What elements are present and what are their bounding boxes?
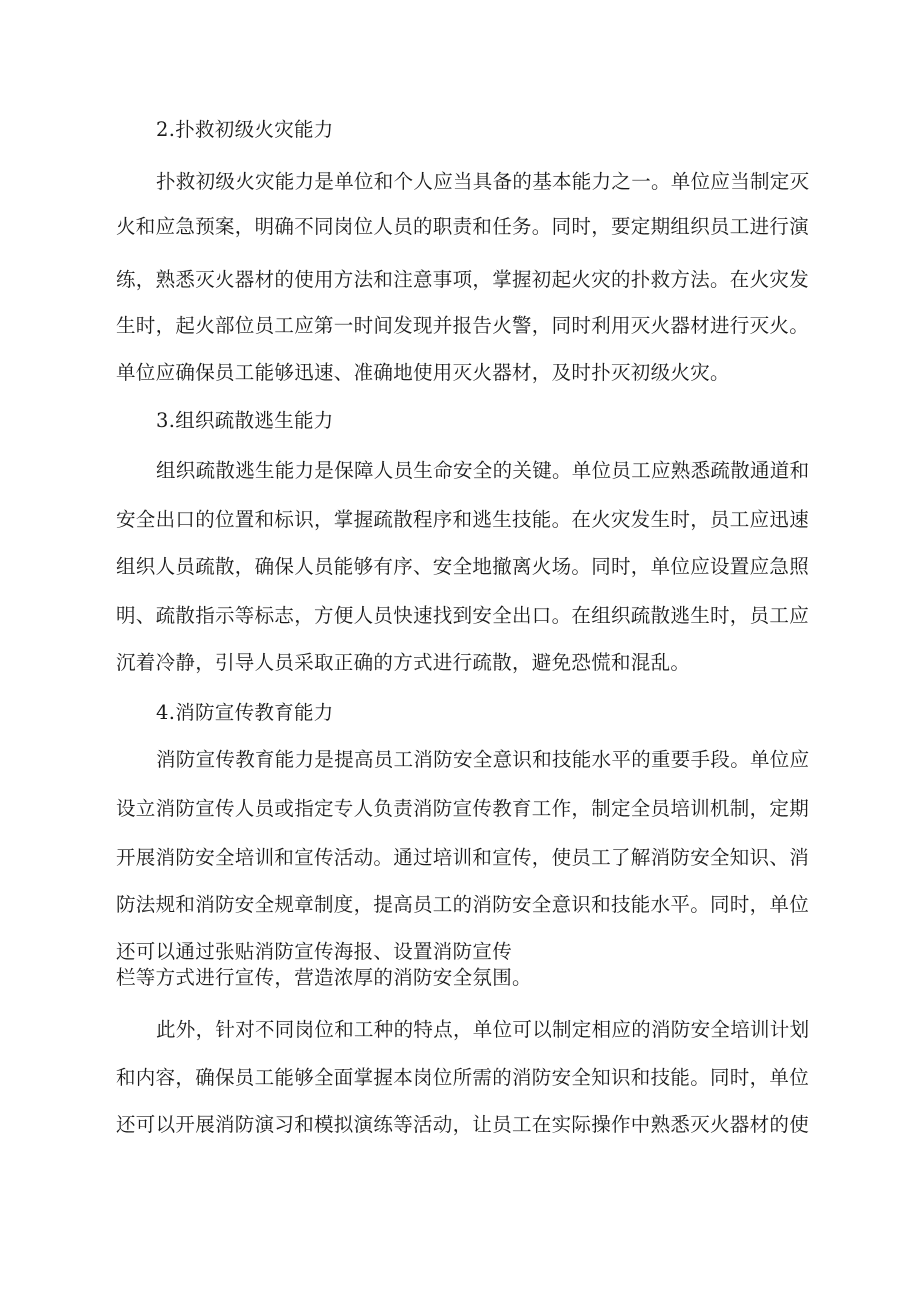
paragraph-line: 生时，起火部位员工应第一时间发现并报告火警，同时利用灭火器材进行灭火。 bbox=[116, 314, 810, 337]
paragraph-line: 还可以开展消防演习和模拟演练等活动，让员工在实际操作中熟悉灭火器材的使 bbox=[116, 1113, 810, 1136]
paragraph-line: 扑救初级火灾能力是单位和个人应当具备的基本能力之一。单位应当制定灭 bbox=[156, 170, 810, 193]
paragraph-line: 栏等方式进行宣传，营造浓厚的消防安全氛围。 bbox=[116, 966, 532, 989]
paragraph-line: 开展消防安全培训和宣传活动。通过培训和宣传，使员工了解消防安全知识、消 bbox=[116, 846, 810, 869]
paragraph-line: 组织人员疏散，确保人员能够有序、安全地撤离火场。同时，单位应设置应急照 bbox=[116, 555, 810, 578]
paragraph-line: 安全出口的位置和标识，掌握疏散程序和逃生技能。在火灾发生时，员工应迅速 bbox=[116, 508, 810, 531]
paragraph-line: 防法规和消防安全规章制度，提高员工的消防安全意识和技能水平。同时，单位 bbox=[116, 893, 810, 916]
paragraph-line: 组织疏散逃生能力是保障人员生命安全的关键。单位员工应熟悉疏散通道和 bbox=[156, 459, 810, 482]
paragraph-line: 此外，针对不同岗位和工种的特点，单位可以制定相应的消防安全培训计划 bbox=[156, 1018, 810, 1041]
paragraph-line: 和内容，确保员工能够全面掌握本岗位所需的消防安全知识和技能。同时，单位 bbox=[116, 1066, 810, 1089]
section-heading-3: 3.组织疏散逃生能力 bbox=[156, 409, 334, 432]
section-heading-4: 4.消防宣传教育能力 bbox=[156, 701, 334, 724]
paragraph-line: 练，熟悉灭火器材的使用方法和注意事项，掌握初起火灾的扑救方法。在火灾发 bbox=[116, 268, 810, 291]
paragraph-line: 设立消防宣传人员或指定专人负责消防宣传教育工作，制定全员培训机制，定期 bbox=[116, 797, 810, 820]
paragraph-line: 消防宣传教育能力是提高员工消防安全意识和技能水平的重要手段。单位应 bbox=[156, 748, 810, 771]
paragraph-line: 沉着冷静，引导人员采取正确的方式进行疏散，避免恐慌和混乱。 bbox=[116, 651, 691, 674]
section-heading-2: 2.扑救初级火灾能力 bbox=[156, 118, 334, 141]
paragraph-line: 火和应急预案，明确不同岗位人员的职责和任务。同时，要定期组织员工进行演 bbox=[116, 215, 810, 238]
paragraph-line: 明、疏散指示等标志，方便人员快速找到安全出口。在组织疏散逃生时，员工应 bbox=[116, 604, 810, 627]
paragraph-line: 还可以通过张贴消防宣传海报、设置消防宣传 bbox=[116, 940, 513, 963]
paragraph-line: 单位应确保员工能够迅速、准确地使用灭火器材，及时扑灭初级火灾。 bbox=[116, 361, 730, 384]
